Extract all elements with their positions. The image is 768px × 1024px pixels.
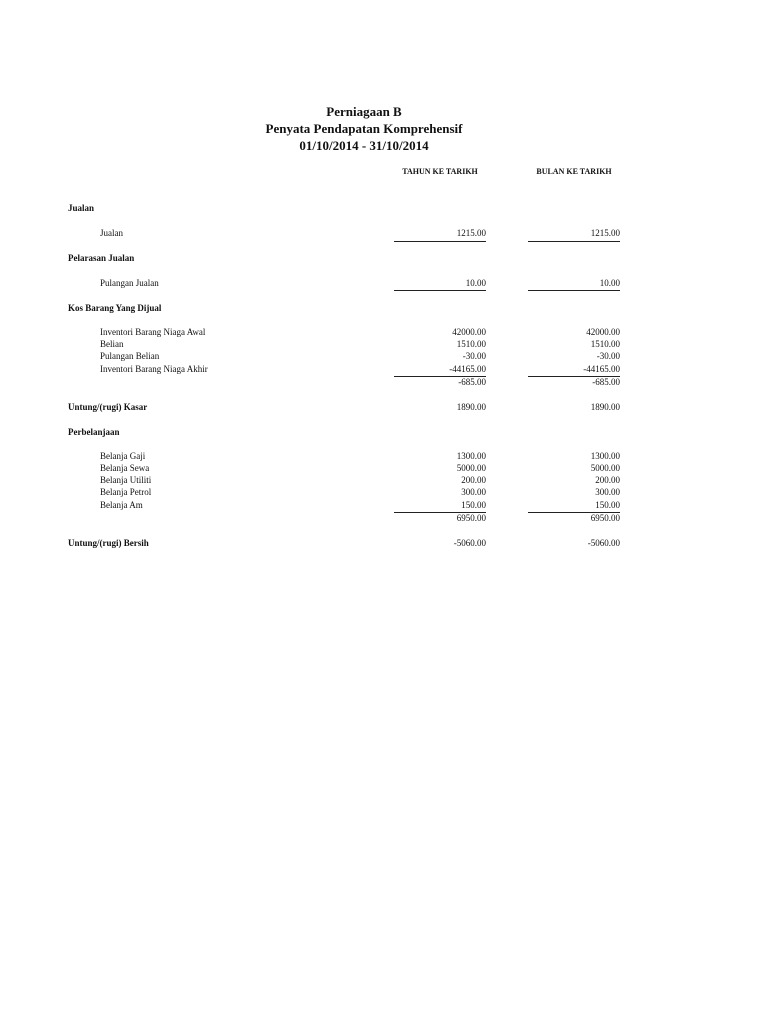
subtotal-mtd: 6950.00 [590, 513, 620, 523]
statement-period: 01/10/2014 - 31/10/2014 [299, 138, 429, 153]
value-ytd: 1510.00 [456, 339, 486, 349]
net-profit-label: Untung/(rugi) Bersih [68, 538, 149, 548]
row-label: Belanja Am [100, 500, 143, 510]
value-ytd: 150.00 [461, 500, 486, 510]
row-label: Inventori Barang Niaga Awal [100, 327, 206, 337]
statement-title: Penyata Pendapatan Komprehensif [265, 121, 463, 136]
row-label: Belian [100, 339, 124, 349]
row-label: Inventori Barang Niaga Akhir [100, 364, 208, 374]
value-mtd: 150.00 [595, 500, 620, 510]
value-mtd: 5000.00 [590, 463, 620, 473]
section-expenses: Perbelanjaan [68, 427, 120, 437]
gross-profit-mtd: 1890.00 [590, 402, 620, 412]
subtotal-mtd: -685.00 [592, 377, 620, 387]
value-mtd: 1215.00 [590, 228, 620, 238]
value-ytd: 300.00 [461, 487, 486, 497]
value-mtd: -44165.00 [583, 364, 620, 374]
value-mtd: 10.00 [599, 278, 620, 288]
gross-profit-label: Untung/(rugi) Kasar [68, 402, 148, 412]
value-mtd: 1300.00 [590, 451, 620, 461]
column-header-mtd: BULAN KE TARIKH [536, 167, 612, 176]
value-ytd: 42000.00 [452, 327, 486, 337]
value-mtd: 300.00 [595, 487, 620, 497]
section-cogs: Kos Barang Yang Dijual [68, 303, 162, 313]
value-ytd: 5000.00 [456, 463, 486, 473]
divider [528, 241, 620, 242]
section-sales-adjustment: Pelarasan Jualan [68, 253, 135, 263]
row-label: Jualan [100, 228, 123, 238]
value-mtd: 1510.00 [590, 339, 620, 349]
value-ytd: -30.00 [462, 351, 486, 361]
gross-profit-ytd: 1890.00 [456, 402, 486, 412]
subtotal-ytd: 6950.00 [456, 513, 486, 523]
value-ytd: 10.00 [465, 278, 486, 288]
section-sales: Jualan [68, 203, 95, 213]
row-label: Belanja Utiliti [100, 475, 152, 485]
net-profit-mtd: -5060.00 [587, 538, 620, 548]
row-label: Belanja Gaji [100, 451, 146, 461]
company-name: Perniagaan B [326, 104, 402, 119]
divider [394, 290, 486, 291]
row-label: Belanja Sewa [100, 463, 150, 473]
row-label: Belanja Petrol [100, 487, 152, 497]
value-mtd: 42000.00 [586, 327, 620, 337]
divider [394, 241, 486, 242]
subtotal-ytd: -685.00 [458, 377, 486, 387]
value-mtd: -30.00 [596, 351, 620, 361]
value-mtd: 200.00 [595, 475, 620, 485]
value-ytd: 1215.00 [456, 228, 486, 238]
divider [528, 290, 620, 291]
net-profit-ytd: -5060.00 [453, 538, 486, 548]
column-header-ytd: TAHUN KE TARIKH [402, 167, 478, 176]
value-ytd: 200.00 [461, 475, 486, 485]
row-label: Pulangan Belian [100, 351, 160, 361]
row-label: Pulangan Jualan [100, 278, 159, 288]
value-ytd: -44165.00 [449, 364, 486, 374]
value-ytd: 1300.00 [456, 451, 486, 461]
